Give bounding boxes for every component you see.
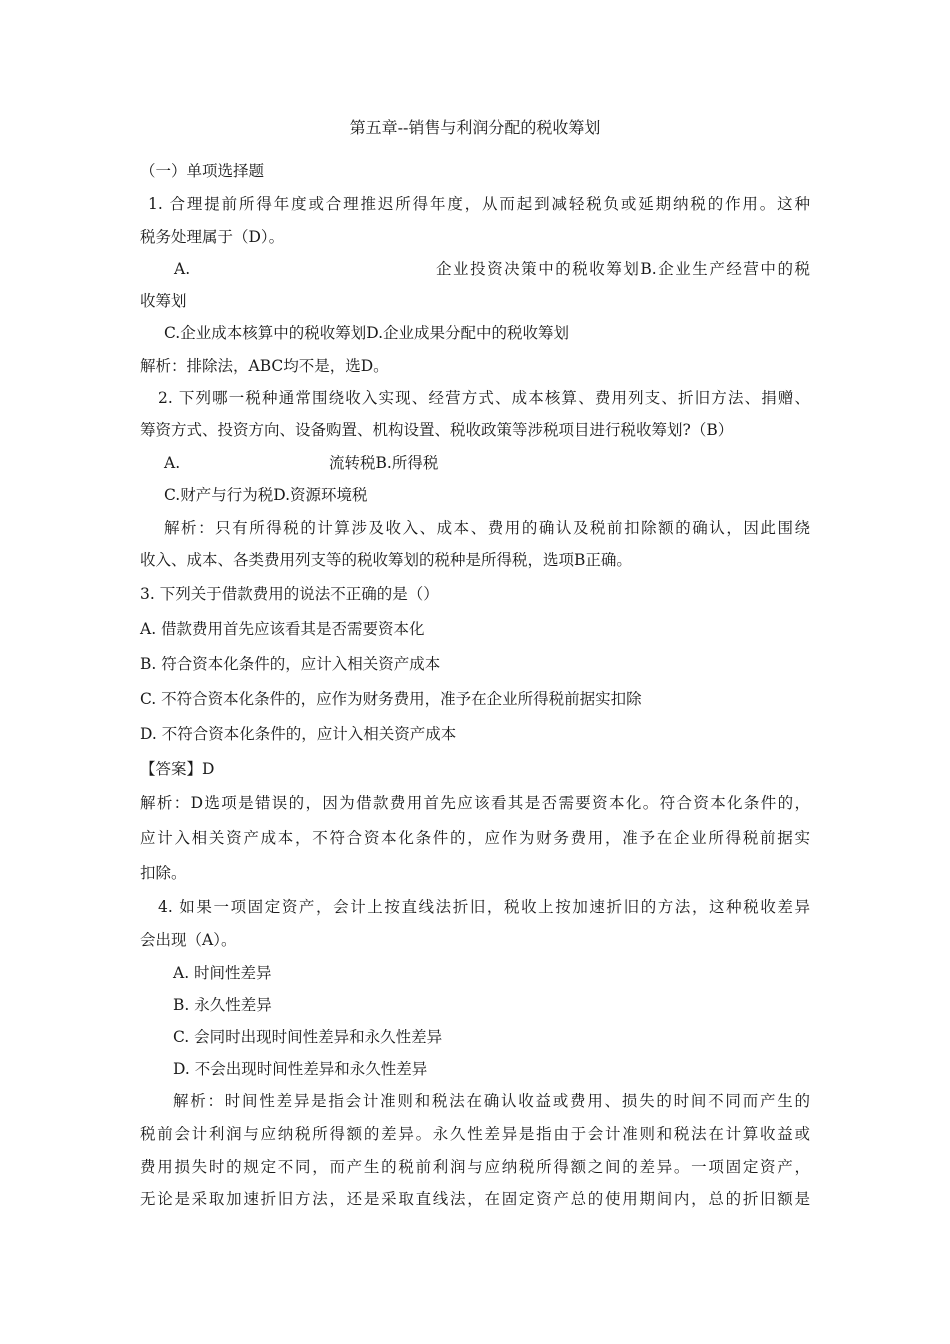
q4-option-c: C. 会同时出现时间性差异和永久性差异 [173, 1028, 443, 1046]
q4-stem-line1: 4. 如果一项固定资产，会计上按直线法折旧，税收上按加速折旧的方法，这种税收差异 [158, 898, 810, 916]
q1-option-ab-text: 企业投资决策中的税收筹划B.企业生产经营中的税 [436, 260, 810, 278]
q3-stem: 3. 下列关于借款费用的说法不正确的是（） [140, 585, 439, 603]
q3-analysis-line1: 解析：D选项是错误的，因为借款费用首先应该看其是否需要资本化。符合资本化条件的， [140, 794, 810, 812]
q2-option-cd: C.财产与行为税D.资源环境税 [164, 486, 368, 504]
q1-option-b-continuation: 收筹划 [140, 292, 187, 310]
q4-option-a: A. 时间性差异 [173, 964, 272, 982]
q4-analysis-line3: 费用损失时的规定不同，而产生的税前利润与应纳税所得额之间的差异。一项固定资产， [140, 1158, 810, 1176]
q2-option-a-label: A. [164, 454, 181, 472]
q4-analysis-line4: 无论是采取加速折旧方法，还是采取直线法，在固定资产总的使用期间内，总的折旧额是 [140, 1190, 810, 1208]
q3-answer: 【答案】D [140, 760, 215, 778]
q4-option-d: D. 不会出现时间性差异和永久性差异 [173, 1060, 428, 1078]
q3-analysis-line3: 扣除。 [140, 864, 187, 882]
q2-stem-line2: 筹资方式、投资方向、设备购置、机构设置、税收政策等涉税项目进行税收筹划?（B） [140, 421, 734, 439]
q1-option-a-label: A. [174, 260, 191, 278]
q3-option-c: C. 不符合资本化条件的，应作为财务费用，准予在企业所得税前据实扣除 [140, 690, 642, 708]
q2-analysis-line1: 解析：只有所得税的计算涉及收入、成本、费用的确认及税前扣除额的确认，因此围绕 [164, 519, 810, 537]
q2-analysis-line2: 收入、成本、各类费用列支等的税收筹划的税种是所得税，选项B正确。 [140, 551, 632, 569]
q1-option-cd: C.企业成本核算中的税收筹划D.企业成果分配中的税收筹划 [164, 324, 570, 342]
page-title: 第五章--销售与利润分配的税收筹划 [349, 118, 601, 137]
q1-analysis: 解析：排除法，ABC均不是，选D。 [140, 357, 389, 375]
q4-option-b: B. 永久性差异 [173, 996, 272, 1014]
q2-stem-line1: 2. 下列哪一税种通常围绕收入实现、经营方式、成本核算、费用列支、折旧方法、捐赠、 [158, 389, 810, 407]
q4-analysis-line2: 税前会计利润与应纳税所得额的差异。永久性差异是指由于会计准则和税法在计算收益或 [140, 1125, 810, 1143]
q3-option-d: D. 不符合资本化条件的，应计入相关资产成本 [140, 725, 457, 743]
q1-stem-line1: 1. 合理提前所得年度或合理推迟所得年度，从而起到减轻税负或延期纳税的作用。这种 [148, 195, 810, 213]
q2-option-ab-text: 流转税B.所得税 [329, 454, 439, 472]
q3-option-b: B. 符合资本化条件的，应计入相关资产成本 [140, 655, 441, 673]
section-heading: （一）单项选择题 [140, 162, 265, 180]
q4-stem-line2: 会出现（A）。 [140, 931, 237, 949]
q3-option-a: A. 借款费用首先应该看其是否需要资本化 [140, 620, 425, 638]
q3-analysis-line2: 应计入相关资产成本，不符合资本化条件的，应作为财务费用，准予在企业所得税前据实 [140, 829, 810, 847]
q4-analysis-line1: 解析：时间性差异是指会计准则和税法在确认收益或费用、损失的时间不同而产生的 [173, 1092, 810, 1110]
q1-stem-line2: 税务处理属于（D）。 [140, 228, 285, 246]
